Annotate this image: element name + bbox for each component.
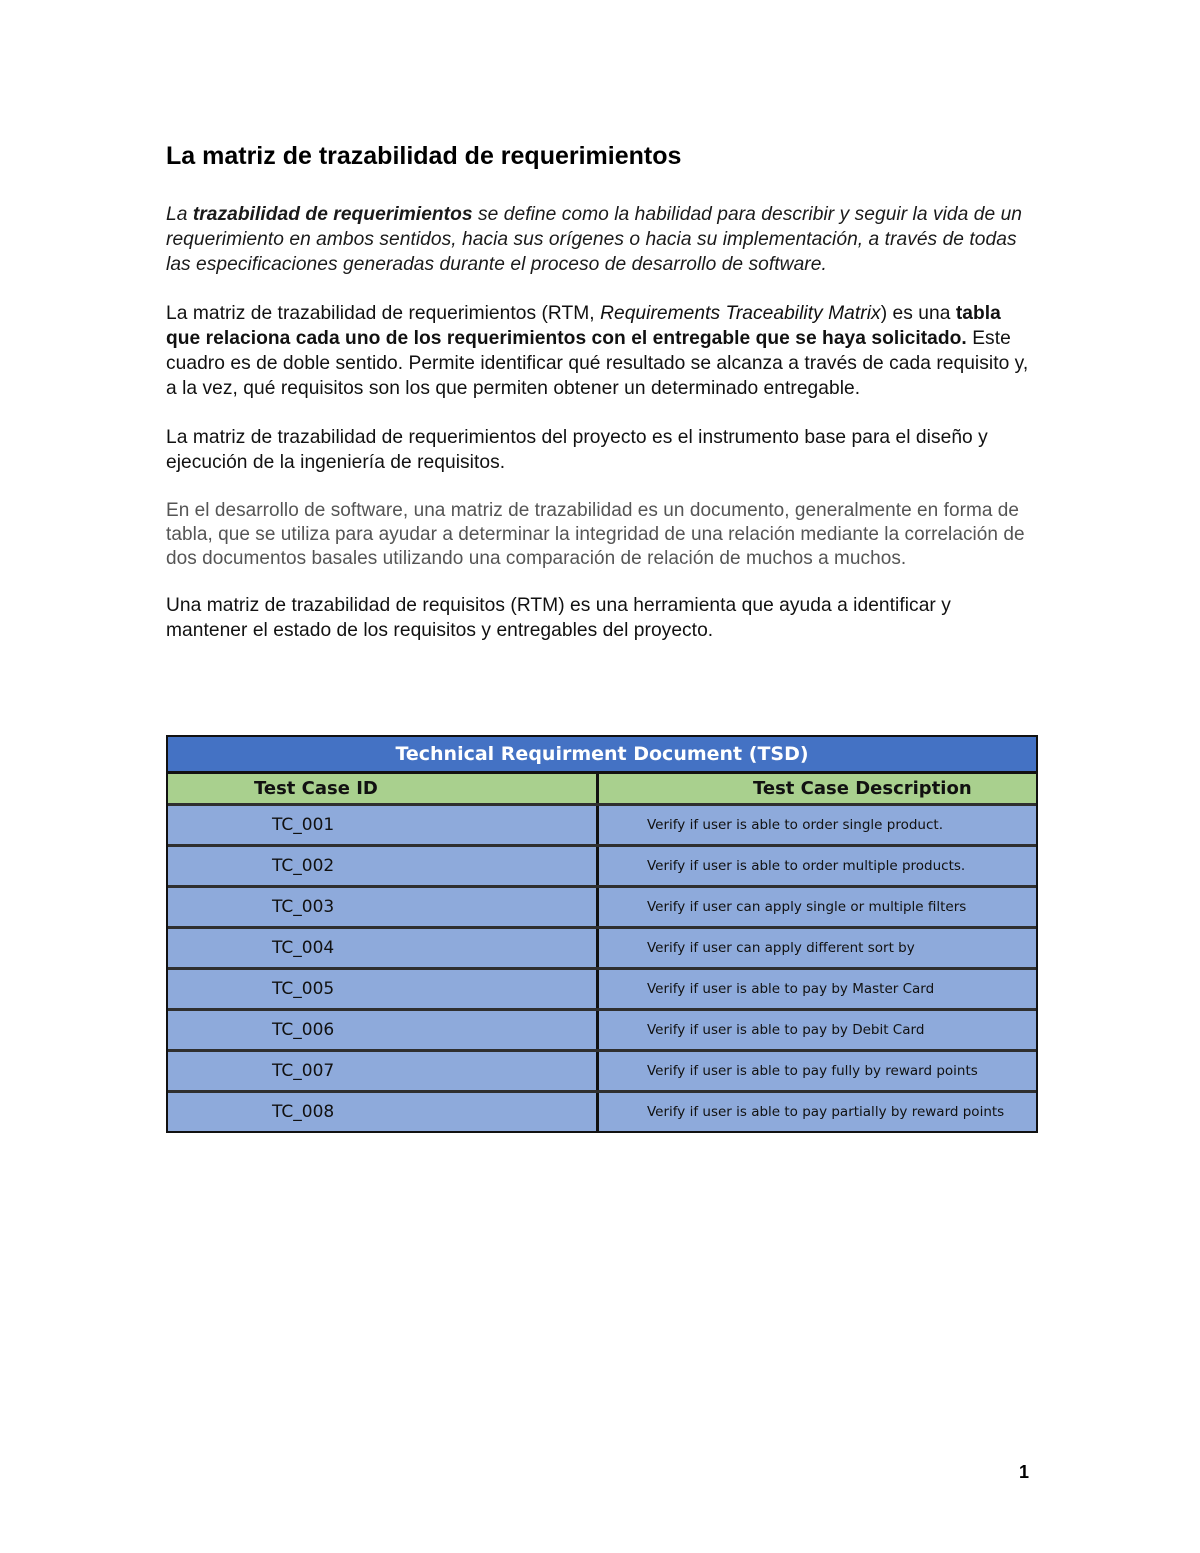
paragraph-rtm: [166, 301, 1036, 401]
test-case-id: TC_006: [168, 1011, 599, 1049]
table-row: [168, 929, 1036, 967]
table-row: [168, 1052, 1036, 1090]
page-title: La matriz de trazabilidad de requerimientos: [166, 142, 682, 170]
test-case-description: Verify if user is able to pay fully by reward points: [599, 1052, 1036, 1090]
table-row: [168, 970, 1036, 1008]
table-header-row: [168, 774, 1036, 803]
test-case-id: TC_001: [168, 806, 599, 844]
test-case-description: Verify if user can apply different sort by: [599, 929, 1036, 967]
test-case-id: TC_008: [168, 1093, 599, 1131]
document-body: [166, 140, 1036, 667]
bold-term: trazabilidad de requerimientos: [192, 204, 473, 225]
table-title: Technical Requirment Document (TSD): [168, 737, 1036, 774]
test-case-description: Verify if user is able to order single product.: [599, 806, 1036, 844]
test-case-id: TC_007: [168, 1052, 599, 1090]
table-row: [168, 888, 1036, 926]
text-span: Este cuadro es de doble sentido. Permite identificar qué resultado se alcanza a través de cada requisito y, a la vez, qué requisitos son los que permiten obtener un determinado entregable.: [166, 328, 1029, 399]
paragraph-instrument: La matriz de trazabilidad de requerimientos del proyecto es el instrumento base para el diseño y ejecución de la ingeniería de requisitos.: [166, 427, 988, 473]
text-span: La matriz de trazabilidad de requerimientos (RTM,: [166, 303, 601, 324]
text-span: se define como la habilidad para describir y seguir la vida de un requerimiento en ambos sentidos, hacia sus orígenes o hacia su implementación, a través de todas las especificaciones generadas durante el proceso de desarrollo de software.: [166, 204, 1023, 275]
test-case-description: Verify if user is able to pay partially by reward points: [599, 1093, 1036, 1131]
text-span: ) es una: [880, 303, 956, 324]
table-row: [168, 1093, 1036, 1131]
test-case-id: TC_002: [168, 847, 599, 885]
paragraph-tool: Una matriz de trazabilidad de requisitos (RTM) es una herramienta que ayuda a identificar y mantener el estado de los requisitos y entregables del proyecto.: [166, 595, 951, 641]
table-row: [168, 1011, 1036, 1049]
test-case-description: Verify if user is able to pay by Master Card: [599, 970, 1036, 1008]
tsd-table: [166, 735, 1038, 1133]
test-case-description: Verify if user is able to pay by Debit Card: [599, 1011, 1036, 1049]
italic-term: Requirements Traceability Matrix: [600, 303, 881, 324]
paragraph-software-dev: En el desarrollo de software, una matriz de trazabilidad es un documento, generalmente en forma de tabla, que se utiliza para ayudar a determinar la integridad de una relación mediante la correlación de dos documentos basales utilizando una comparación de relación de muchos a muchos.: [166, 500, 1025, 569]
table-row: [168, 806, 1036, 844]
table-row: [168, 847, 1036, 885]
test-case-description: Verify if user is able to order multiple products.: [599, 847, 1036, 885]
test-case-id: TC_003: [168, 888, 599, 926]
text-span: La: [166, 204, 193, 225]
bold-phrase: tabla que relaciona cada uno de los requerimientos con el entregable que se haya solicitado.: [166, 303, 1001, 349]
page-number: 1: [1019, 1462, 1030, 1482]
test-case-description: Verify if user can apply single or multiple filters: [599, 888, 1036, 926]
test-case-id: TC_005: [168, 970, 599, 1008]
test-case-id: TC_004: [168, 929, 599, 967]
header-test-case-id: Test Case ID: [168, 774, 599, 803]
paragraph-definition: [166, 202, 1036, 277]
header-test-case-description: Test Case Description: [599, 774, 1036, 803]
